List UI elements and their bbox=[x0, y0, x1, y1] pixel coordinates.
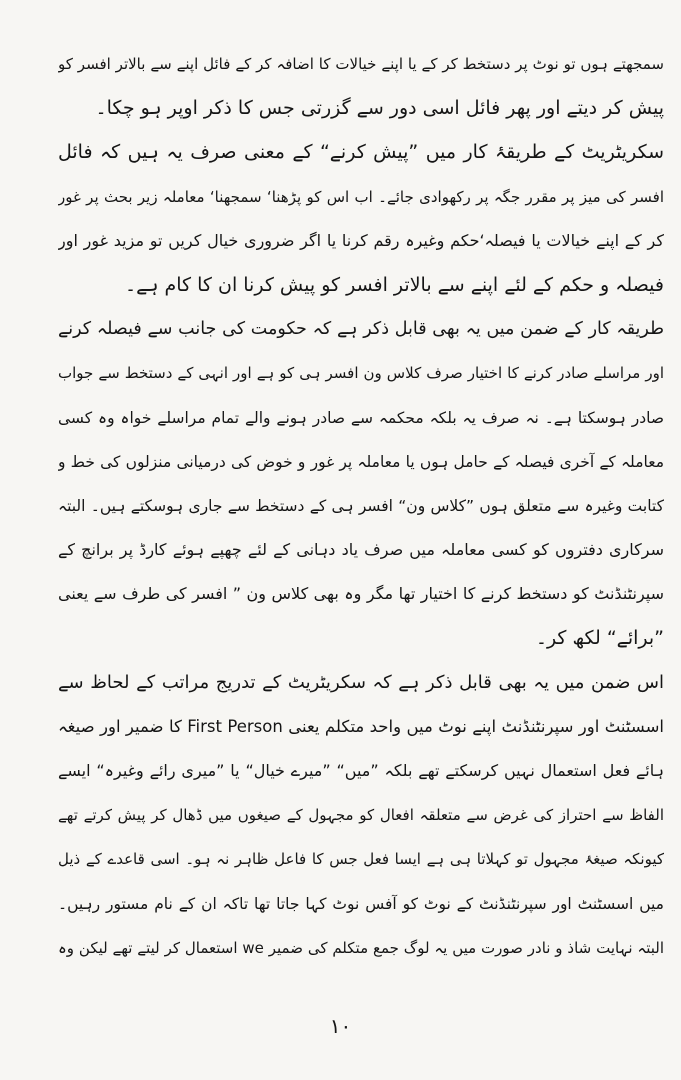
text-line-13: سپرنٹنڈنٹ کو دستخط کرنے کا اختیار تھا مگر وہ بھی کلاس ون ” افسر کی طرف سے یعنی bbox=[58, 584, 664, 604]
text-line-15: اس ضمن میں یہ بھی قابل ذکر ہے کہ سکریٹریٹ کے تدریج مراتب کے لحاظ سے bbox=[58, 671, 664, 693]
text-line-11: کتابت وغیرہ سے متعلق ہوں ”کلاس ون“ افسر ہی کے دستخط سے جاری ہوسکتے ہیں۔ البتہ bbox=[58, 496, 664, 515]
text-line-8: اور مراسلے صادر کرنے کا اختیار صرف کلاس ون افسر ہی کو ہے اور انہی کے دستخط سے جواب bbox=[58, 364, 664, 383]
text-line-2: پیش کر دیتے اور پھر فائل اسی دور سے گزرتی جس کا ذکر اوپر ہو چکا۔ bbox=[95, 97, 664, 120]
text-line-7: طریقہ کار کے ضمن میں یہ بھی قابل ذکر ہے کہ حکومت کی جانب سے فیصلہ کرنے bbox=[58, 319, 664, 340]
text-line-19: کیونکہ صیغۂ مجہول تو کہلاتا ہی ہے ایسا فعل جس کا فاعل ظاہر نہ ہو۔ اسی قاعدے کے ذیل bbox=[58, 850, 664, 869]
text-line-3: سکریٹریٹ کے طریقۂ کار میں ”پیش کرنے“ کے معنی صرف یہ ہیں کہ فائل bbox=[58, 141, 664, 164]
text-line-18: الفاظ سے احتراز کی غرض سے متعلقہ افعال کو مجہول کے صیغوں میں ڈھال کر پیش کرتے تھے bbox=[58, 806, 664, 825]
text-line-4: افسر کی میز پر مقرر جگہ پر رکھوادی جائے۔ اب اس کو پڑھنا‘ سمجھنا‘ معاملہ زیر بحث پر غور bbox=[58, 187, 664, 206]
text-line-14: ”برائے“ لکھ کر۔ bbox=[535, 627, 664, 650]
text-line-10: معاملہ کے آخری فیصلہ کے حامل ہوں یا معاملہ پر غور و خوض کی درمیانی منزلوں کی خط و bbox=[58, 452, 664, 471]
body-text bbox=[58, 42, 664, 970]
text-line-16: اسسٹنٹ اور سپرنٹنڈنٹ اپنے نوٹ میں واحد متکلم یعنی First Person کا ضمیر اور صیغہ bbox=[58, 716, 664, 736]
text-line-9: صادر ہوسکتا ہے۔ نہ صرف یہ بلکہ محکمہ سے صادر ہونے والے تمام مراسلے خواہ وہ کسی bbox=[58, 408, 664, 427]
page-number: ۱۰ bbox=[329, 1014, 352, 1038]
text-line-21: البتہ نہایت شاذ و نادر صورت میں یہ لوگ جمع متکلم کی ضمیر we استعمال کر لیتے تھے لیکن وہ bbox=[58, 938, 664, 957]
text-line-1: سمجھتے ہوں تو نوٹ پر دستخط کر کے یا اپنے خیالات کا اضافہ کر کے فائل اپنے سے بالاتر افسر کو bbox=[58, 55, 664, 73]
text-line-17: ہائے فعل استعمال نہیں کرسکتے تھے بلکہ ”میں“ ”میرے خیال“ یا ”میری رائے وغیرہ“ ایسے bbox=[58, 761, 664, 780]
text-line-12: سرکاری دفتروں کو کسی معاملہ میں صرف یاد دہانی کے لئے چھپے ہوئے کارڈ پر برانچ کے bbox=[58, 540, 664, 560]
text-line-6: فیصلہ و حکم کے لئے اپنے سے بالاتر افسر کو پیش کرنا ان کا کام ہے۔ bbox=[125, 273, 664, 296]
text-line-20: میں اسسٹنٹ اور سپرنٹنڈنٹ کے نوٹ کو آفس نوٹ کہا جاتا تھا تاکہ ان کے نام مستور رہیں۔ bbox=[58, 894, 664, 913]
text-line-5: کر کے اپنے خیالات یا فیصلہ‘حکم وغیرہ رقم کرنا یا اگر ضروری خیال کریں تو مزید غور اور bbox=[58, 230, 664, 250]
